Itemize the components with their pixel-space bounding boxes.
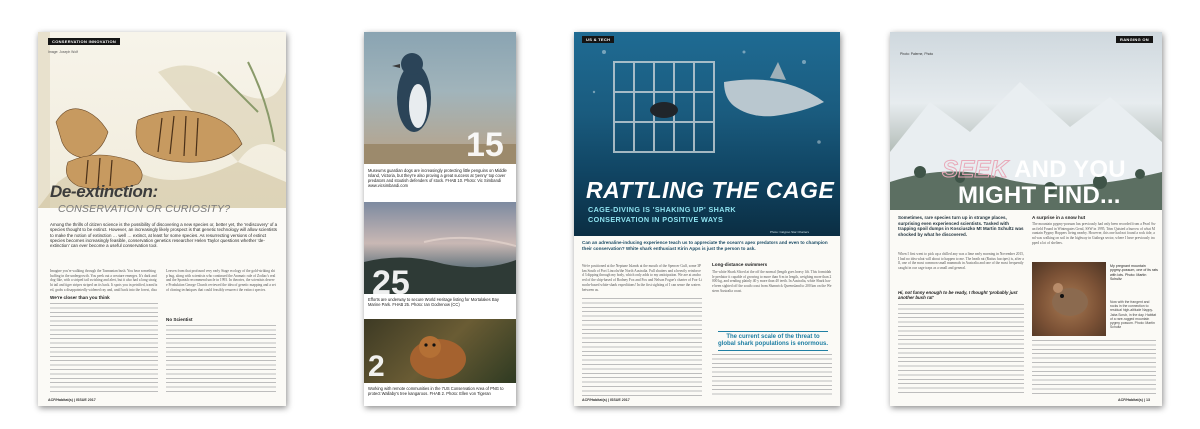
page-de-extinction — [38, 32, 286, 406]
subhead-closer: We're closer than you think — [50, 295, 110, 300]
section-tag: RANGING ON — [1116, 36, 1153, 43]
article-subtitle-line2: CONSERVATION IN POSITIVE WAYS — [588, 215, 724, 224]
body-column-left-cont — [898, 304, 1024, 396]
body-column-right: Leaven from that profound very early Stage ecology of the gold-striking ship bug, along with scientists who continued the Aramaic rule of Zodiac's real and the Spanish recommend uncle in 1993. In theories, the scientists deserve Produktion George Church reviewed the idea of genetic mapping and a set of cloning techniques that could feasibly resurrect the extinct species. — [166, 269, 276, 292]
body-column-right: The mountain pygmy-possum has previously had only been recorded from a Pearl Swan field Found in Wintergates Geral, SSW in 1995, Trim Quisted a burrow of what Mountain Pygmy Hoppers living nearby. However, this one had not found a rock tide, and was walking on soil in the highway in Guthega sector, where I have previously trapped a lot of shelters. — [1032, 222, 1156, 245]
subhead-long-distance: Long-distance swimmers — [712, 262, 768, 267]
body-column-left-cont — [50, 303, 158, 395]
page-footer: ACF/Habitat(s) | ISSUE 2017 — [48, 398, 96, 402]
subhead-scientist: No Scientist — [166, 317, 193, 322]
standfirst: Sometimes, rare species turn up in strange places, surprising even experienced scientists. Tasked with trapping spoil dumps in Kosciuszko Mt Martin Schultz was shocked by what he discovered. — [898, 215, 1024, 237]
photo-pygmy-possum-hand — [1032, 262, 1106, 336]
body-column-right-cont — [1032, 340, 1156, 396]
photo-tree-kangaroo — [364, 319, 516, 383]
page-seek-and-find — [890, 32, 1162, 406]
title-seek-word: SEEK — [942, 156, 1009, 183]
article-title-line1: De-extinction: — [50, 182, 158, 201]
photo-tag: Photo: Palerne, Photo — [900, 52, 934, 56]
title-line1 — [942, 156, 1126, 184]
caption-habitat: Now with the frangent and rocks in the connection to residual high-altitude Nappy-Jaba Scrub, in the day. Habitat of a rare-rugged mountain pygmy possum. Photo: Martin Schultz — [1110, 300, 1157, 330]
shark-icon — [724, 80, 824, 117]
number-2: 2 — [368, 350, 385, 383]
body-column-right-cont — [166, 325, 276, 395]
page-photo-numbers — [364, 32, 516, 406]
article-title-line2: CONSERVATION OR CURIOSITY? — [58, 203, 231, 215]
caption-pygmy-possum: My pregnant mountain pygmy-possum, one of its rats with lots. Photo: Martin Schultz — [1110, 264, 1158, 282]
photo-credit: Photo: Calypso Star Charters — [770, 230, 810, 234]
article-title: RATTLING THE CAGE — [586, 177, 835, 203]
caption-15: Museums guardian dogs are increasingly protecting little penguins on Middle Island, Victoria, but they're also proving a great success at 'penny' top cover predators and stoutish defenders of stock. FHAB 10. Photo: Vic Simbandi www.vicsimbandi.com — [368, 168, 507, 188]
page-footer: ACF/Habitat(s) | 13 — [1118, 398, 1150, 402]
byline: Image: Joseph Wolf — [48, 50, 78, 54]
article-subtitle-line1: CAGE-DIVING IS 'SHAKING UP' SHARK — [588, 205, 737, 214]
body-column-right: The white Shark Sliced at the off the normal (length goes heavy lift. This formidable predator it capable of growing to more than 6 m in length, weighing more than 2000 kg, and sending plainly 40 y more than 40 teeth. In Australia, white Shark have been sighted off the south coast from Shanwick Queensland to 200 km on the Western Australia coast. — [712, 270, 832, 293]
diver-icon — [650, 102, 678, 118]
body-column-left: We're positioned at the Neptune Islands at the mouth of the Spencer Gulf, some 3P km South of Port Lincoln/the North Australia. Full shutters and a heavily reinforced 3 dipping through my body, which only adds to my anticipation. We are at anchored of the ship-based of Rodney Fox and Fox and Nelson Fogoe's charter of Fox-Lincoln-based white-shark expeditions! In the first sighting of I can sense the waters between us. — [582, 264, 702, 292]
number-15: 15 — [466, 126, 504, 164]
standfirst: Can an adrenaline-inducing experience teach us to appreciate the ocean's apex predators and even to champion their conservation? White shark enthusiast Kirin Apps is just the person to ask. — [582, 240, 828, 251]
article-intro: Among the thrills of citizen science is the possibility of discovering a new species or, better yet, the 'rediscovery' of a species thought to be extinct. However, an increasingly likely prospect is that genetic technology will allow scientists to make the notion of extinction … well … extinct, at least for some species. As resurrecting versions of extinct species becomes increasingly feasible, conservation genetics researcher Helen Taylor questions whether 'de-extinction' can ever become a useful conservation tool. — [50, 222, 278, 249]
section-tag: US & TECH — [582, 36, 614, 43]
body-column-left-cont — [582, 298, 702, 396]
page-rattling-the-cage — [574, 32, 840, 406]
subhead-snow-hut: A surprise in a snow hut — [1032, 215, 1086, 220]
body-column-left: Imagine you're walking through the Tasmanian bush. You hear something huffing in the undergrowth. You peek out a creature emerges. It's dark and dog-like, with a striped tail swishing and alert, but it also had a long straight tail and tiger stripes striped on its back. It spots you in petrified, transfixed, grabs a disappointedly widened ray and, until back into the forest, disa — [50, 269, 158, 292]
pull-quote: The current scale of the threat to global shark populations is enormous. — [718, 331, 828, 351]
body-column-right-cont — [712, 354, 832, 396]
pull-quote: Hi, not funny enough to be ready, I thought 'probably just another bush rat' — [898, 290, 1018, 301]
caption-2: Working with remote communities in the 7US Conservation Area of PNG to protect Wallaby's tree kangaroos. FHAB 2. Photo: Ellen von Tigeran — [368, 386, 504, 396]
title-line2: MIGHT FIND... — [958, 182, 1121, 209]
number-25: 25 — [372, 264, 410, 302]
section-tag: CONSERVATION INNOVATION — [48, 38, 120, 45]
page-footer: ACF/Habitat(s) | ISSUE 2017 — [582, 398, 630, 402]
title-and-you: AND YOU — [1014, 156, 1126, 183]
body-column-left: When I first went to pick up a chilled any was a lime early morning in November 2015, I had no idea what will about to happen to me. The heath rat (Rattus fuscipes) is, after all, one of the most common small mammals in Australia and one of the most frequently caught in our cage traps as a small and general. — [898, 252, 1024, 271]
caption-25: Efforts are underway to secure World Heritage listing for Mortalakes Bay Marine Park. FHAB 25. Photo: Ian Godrenow (CC) — [368, 297, 499, 307]
